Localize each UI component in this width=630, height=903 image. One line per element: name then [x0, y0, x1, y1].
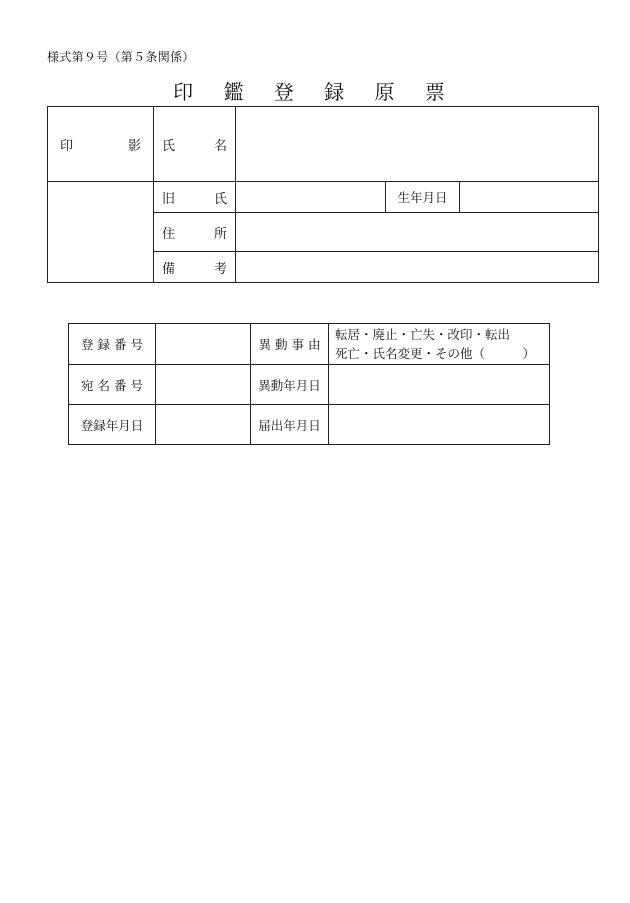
name-field[interactable]	[236, 107, 598, 181]
address-label-char2: 所	[213, 226, 227, 242]
name-label	[154, 107, 235, 181]
address-label-char1: 住	[162, 226, 176, 242]
filing-date-label: 届出年月日	[258, 417, 321, 433]
remarks-field[interactable]	[236, 252, 598, 282]
name-label-char1: 氏	[162, 138, 176, 154]
registration-number-label: 登 録 番 号	[81, 337, 143, 352]
page-title: 印 鑑 登 録 原 票	[173, 80, 457, 104]
former-surname-label	[154, 182, 235, 212]
birth-date-label: 生年月日	[397, 190, 448, 205]
change-date-label: 異動年月日	[258, 377, 321, 393]
change-reason-label: 異 動 事 由	[258, 337, 321, 352]
change-reason-options[interactable]	[329, 324, 549, 364]
registration-number-field[interactable]	[156, 324, 250, 364]
registration-table	[47, 106, 599, 283]
seal-label-char2: 影	[127, 138, 141, 154]
address-field[interactable]	[236, 213, 598, 251]
remarks-label	[154, 252, 235, 282]
former-surname-field[interactable]	[236, 182, 385, 212]
form-number: 様式第９号（第５条関係）	[47, 50, 195, 64]
address-number-label: 宛 名 番 号	[81, 377, 143, 393]
birth-date-field[interactable]	[460, 182, 598, 212]
address-number-field[interactable]	[156, 365, 250, 404]
former-surname-char1: 旧	[162, 191, 176, 207]
change-record-table	[68, 323, 550, 445]
remarks-label-char2: 考	[213, 261, 227, 277]
name-label-char2: 名	[213, 138, 227, 154]
seal-impression-area	[48, 182, 153, 282]
former-surname-char2: 氏	[213, 191, 227, 207]
remarks-label-char1: 備	[162, 261, 176, 277]
filing-date-field[interactable]	[329, 405, 549, 444]
seal-label-char1: 印	[60, 138, 74, 154]
change-date-field[interactable]	[329, 365, 549, 404]
change-reason-line2: 死亡・氏名変更・その他（ ）	[335, 346, 536, 361]
registration-date-field[interactable]	[156, 405, 250, 444]
address-label	[154, 213, 235, 251]
change-reason-line1: 転居・廃止・亡失・改印・転出	[335, 327, 511, 342]
registration-date-label: 登録年月日	[80, 417, 144, 433]
seal-impression-label	[48, 107, 153, 181]
